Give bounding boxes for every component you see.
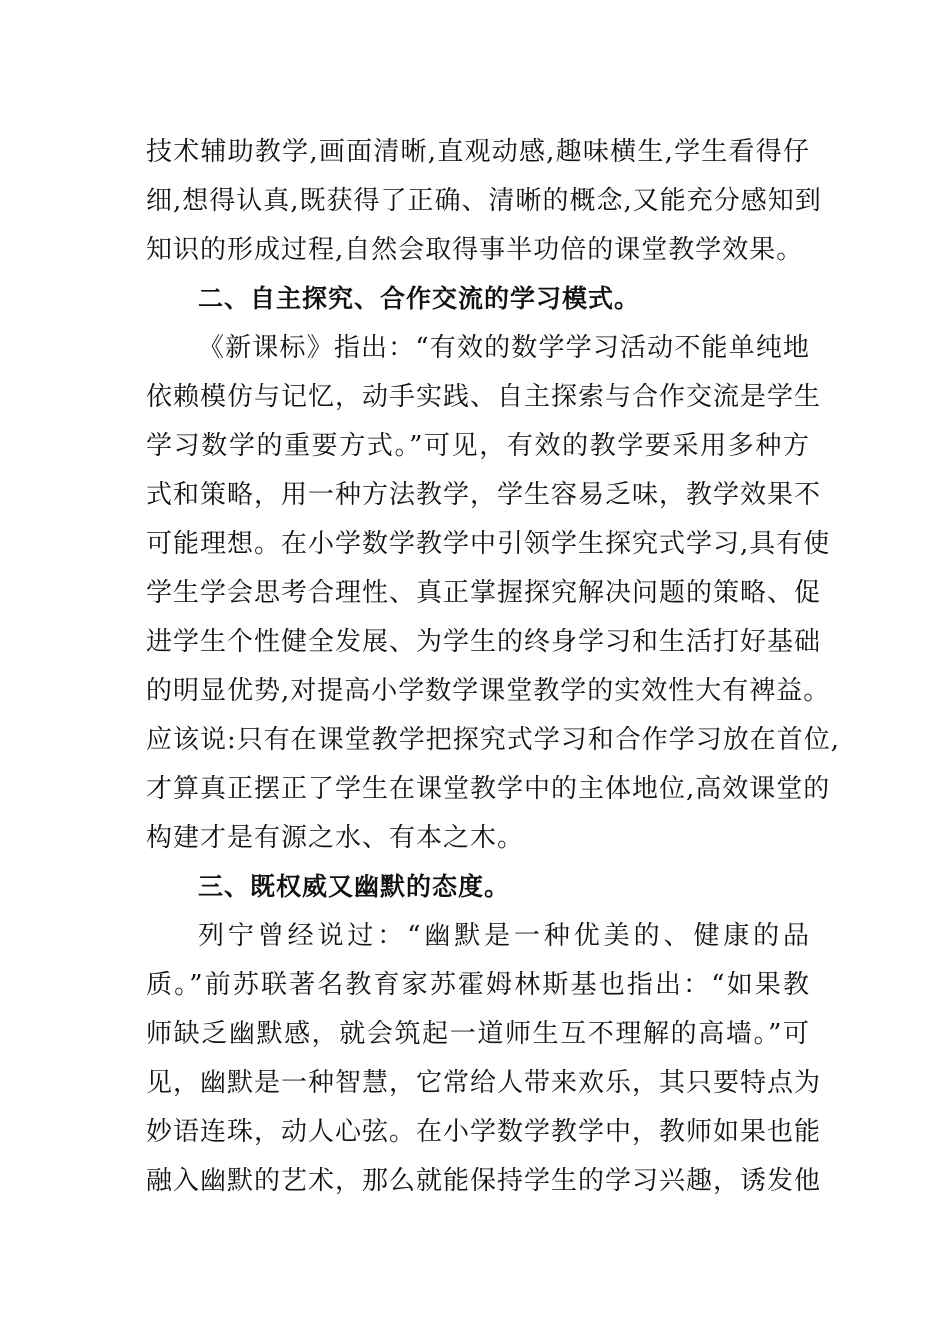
- text-line: 质。”前苏联著名教育家苏霍姆林斯基也指出：“如果教: [146, 970, 810, 1000]
- text-line: 构建才是有源之水、有本之木。: [146, 823, 525, 853]
- text-line: 师缺乏幽默感，就会筑起一道师生互不理解的高墙。”可: [146, 1019, 810, 1049]
- text-line: 知识的形成过程,自然会取得事半功倍的课堂教学效果。: [146, 235, 804, 265]
- text-line: 进学生个性健全发展、为学生的终身学习和生活打好基础: [146, 627, 822, 657]
- text-line: 学习数学的重要方式。”可见，有效的教学要采用多种方: [146, 431, 810, 461]
- text-line: 才算真正摆正了学生在课堂教学中的主体地位,高效课堂的: [146, 774, 831, 804]
- section-heading: 三、既权威又幽默的态度。: [198, 872, 511, 901]
- text-line: 学生学会思考合理性、真正掌握探究解决问题的策略、促: [146, 578, 822, 608]
- text-line: 融入幽默的艺术，那么就能保持学生的学习兴趣，诱发他: [146, 1166, 822, 1196]
- section-heading: 二、自主探究、合作交流的学习模式。: [198, 284, 641, 313]
- text-line: 见，幽默是一种智慧，它常给人带来欢乐，其只要特点为: [146, 1068, 822, 1098]
- text-line: 妙语连珠，动人心弦。在小学数学教学中，教师如果也能: [146, 1117, 822, 1147]
- text-line: 技术辅助教学,画面清晰,直观动感,趣味横生,学生看得仔: [146, 137, 810, 167]
- text-line: 依赖模仿与记忆，动手实践、自主探索与合作交流是学生: [146, 382, 822, 412]
- text-line: 细,想得认真,既获得了正确、清晰的概念,又能充分感知到: [146, 186, 822, 216]
- text-line: 列宁曾经说过：“幽默是一种优美的、健康的品: [198, 921, 810, 951]
- text-line: 应该说:只有在课堂教学把探究式学习和合作学习放在首位,: [146, 725, 841, 755]
- text-line: 《新课标》指出：“有效的数学学习活动不能单纯地: [198, 333, 810, 363]
- text-line: 可能理想。在小学数学教学中引领学生探究式学习,具有使: [146, 529, 831, 559]
- text-line: 的明显优势,对提高小学数学课堂教学的实效性大有裨益。: [146, 676, 831, 706]
- text-line: 式和策略，用一种方法教学，学生容易乏味，教学效果不: [146, 480, 822, 510]
